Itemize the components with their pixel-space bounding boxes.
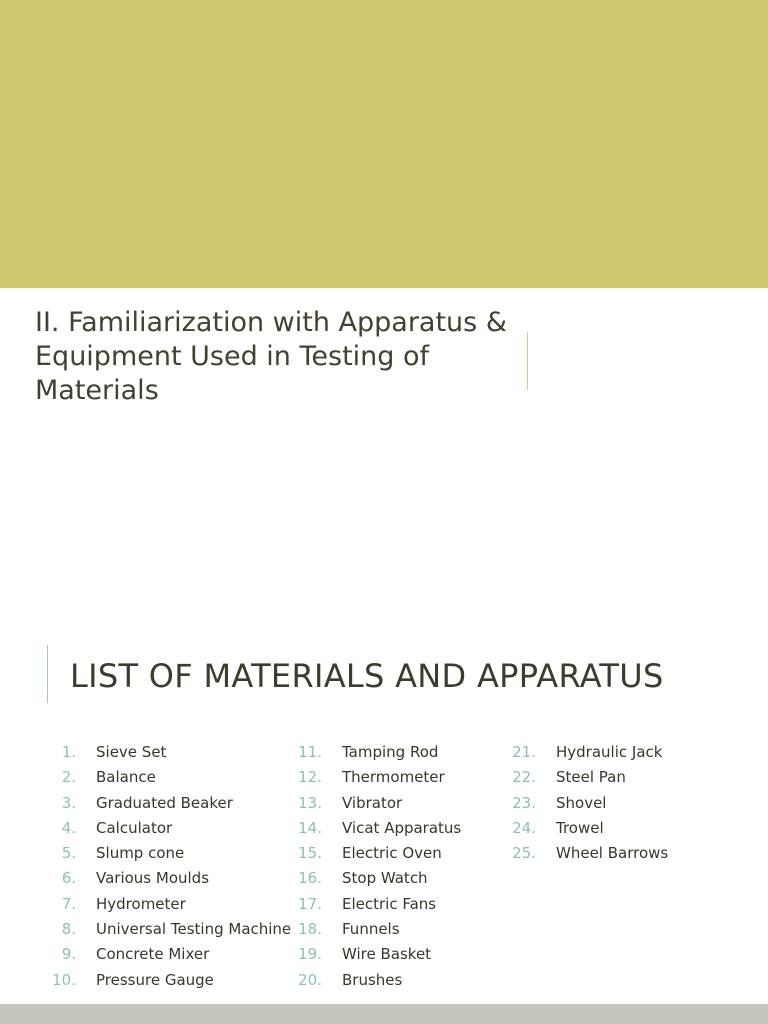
item-number: 3. bbox=[61, 793, 76, 812]
item-label: Steel Pan bbox=[556, 768, 626, 787]
item-number: 25. bbox=[512, 844, 536, 863]
item-label: Vicat Apparatus bbox=[342, 818, 462, 837]
item-number: 9. bbox=[61, 945, 76, 964]
item-label: Concrete Mixer bbox=[96, 945, 210, 964]
item-number: 8. bbox=[61, 920, 76, 939]
item-label: Graduated Beaker bbox=[96, 793, 233, 812]
item-number: 16. bbox=[298, 869, 322, 888]
item-number: 13. bbox=[298, 793, 322, 812]
item-number: 20. bbox=[298, 970, 322, 989]
heading-accent-line bbox=[47, 645, 48, 703]
item-label: Pressure Gauge bbox=[96, 970, 214, 989]
item-label: Shovel bbox=[556, 793, 607, 812]
item-label: Vibrator bbox=[342, 793, 403, 812]
item-label: Sieve Set bbox=[96, 743, 167, 761]
item-label: Slump cone bbox=[96, 844, 185, 863]
item-label: Hydraulic Jack bbox=[556, 743, 663, 761]
item-number: 19. bbox=[298, 945, 322, 964]
item-label: Funnels bbox=[342, 920, 400, 939]
item-number: 6. bbox=[61, 869, 76, 888]
item-number: 4. bbox=[61, 818, 76, 837]
item-number: 10. bbox=[52, 970, 76, 989]
item-label: Wheel Barrows bbox=[556, 844, 669, 863]
item-label: Electric Oven bbox=[342, 844, 442, 863]
item-label: Thermometer bbox=[342, 768, 445, 787]
item-number: 5. bbox=[61, 844, 76, 863]
item-label: Calculator bbox=[96, 818, 173, 837]
item-label: Tamping Rod bbox=[342, 743, 439, 761]
title-banner bbox=[0, 0, 768, 288]
item-number: 15. bbox=[298, 844, 322, 863]
item-label: Trowel bbox=[556, 818, 604, 837]
item-label: Wire Basket bbox=[342, 945, 432, 964]
item-number: 12. bbox=[298, 768, 322, 787]
item-label: Brushes bbox=[342, 970, 403, 989]
item-number: 21. bbox=[512, 743, 536, 761]
item-number: 1. bbox=[61, 743, 76, 761]
item-number: 2. bbox=[61, 768, 76, 787]
title-divider-line bbox=[527, 332, 528, 390]
item-number: 18. bbox=[298, 920, 322, 939]
item-number: 17. bbox=[298, 894, 322, 913]
item-number: 7. bbox=[61, 894, 76, 913]
item-number: 11. bbox=[298, 743, 322, 761]
bottom-bar bbox=[0, 1004, 768, 1024]
item-label: Universal Testing Machine bbox=[96, 920, 292, 939]
item-label: Various Moulds bbox=[96, 869, 210, 888]
item-label: Electric Fans bbox=[342, 894, 437, 913]
item-label: Stop Watch bbox=[342, 869, 428, 888]
list-heading: LIST OF MATERIALS AND APPARATUS bbox=[70, 657, 664, 695]
item-label: Hydrometer bbox=[96, 894, 186, 913]
item-label: Balance bbox=[96, 768, 156, 787]
item-number: 14. bbox=[298, 818, 322, 837]
item-number: 23. bbox=[512, 793, 536, 812]
slide-title: II. Familiarization with Apparatus & Equipment Used in Testing of Materials bbox=[35, 307, 507, 406]
item-number: 22. bbox=[512, 768, 536, 787]
item-number: 24. bbox=[512, 818, 536, 837]
